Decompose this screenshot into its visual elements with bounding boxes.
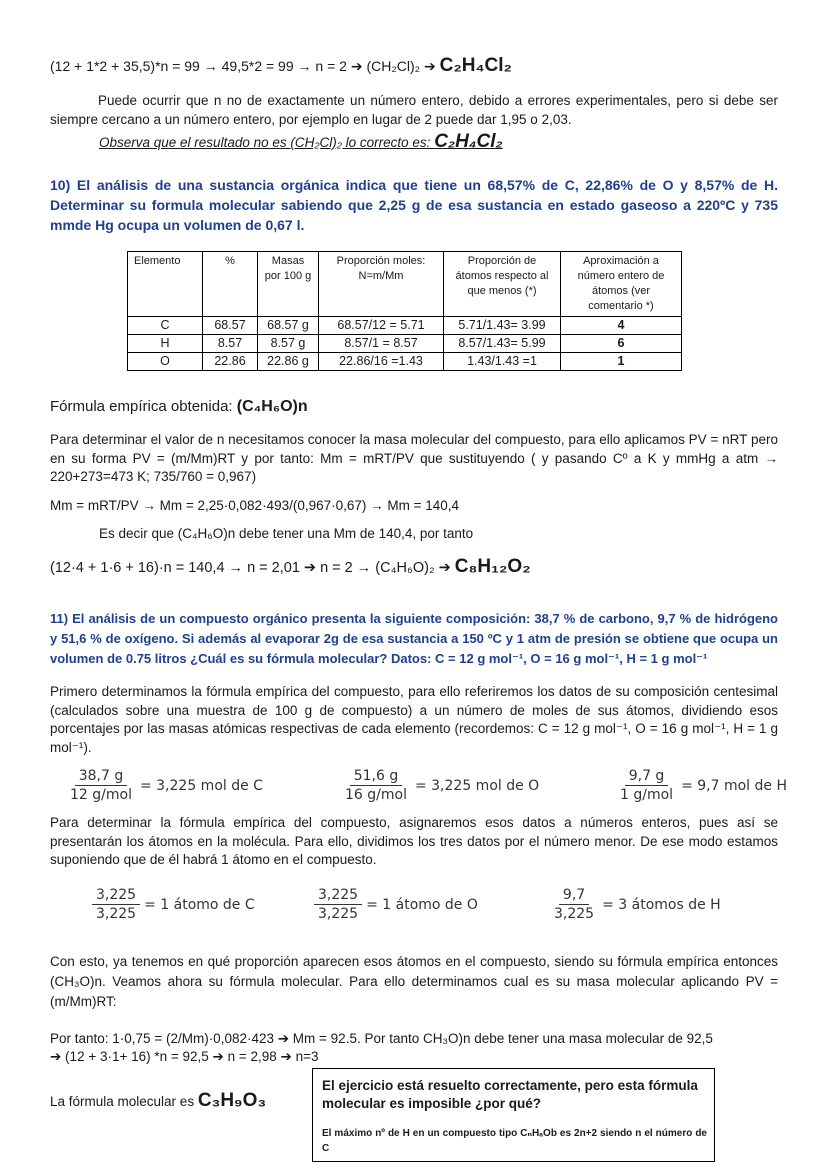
table-cell: 1.43/1.43 =1 <box>444 353 561 371</box>
fraction-denominator: 3,225 <box>96 906 137 922</box>
observe-formula: C₂H₄Cl₂ <box>434 131 503 152</box>
ex10-statement: 10) El análisis de una sustancia orgánica indica que tiene un 68,57% de C, 22,86% de O y 8,57% de H. Determinar su formula molecular sabiendo que 2,25 g de esa sustancia en estado gaseoso a 220ºC y 735 mmde Hg ocupa un volumen de 0,67 l. <box>50 177 778 233</box>
box-answer: El máximo nº de H en un compuesto tipo CₙHₐOb es 2n+2 siendo n el número de C <box>322 1128 707 1154</box>
fraction-numerator: 9,7 <box>559 887 589 905</box>
observe-text: Observa que el resultado no es (CH₂Cl)₂ lo correcto es: <box>99 135 435 150</box>
fraction-numerator: 9,7 g <box>625 768 669 786</box>
table-cell: 22.86/16 =1.43 <box>319 353 444 371</box>
table-cell: 8.57/1.43= 5.99 <box>444 335 561 353</box>
fraction-atom-h <box>550 887 721 922</box>
ex10-table <box>127 251 682 371</box>
fraction-denominator: 3,225 <box>318 906 359 922</box>
table-cell: 6 <box>561 335 682 353</box>
table-header-cell: Masas por 100 g <box>258 252 319 317</box>
table-cell: O <box>128 353 203 371</box>
table-header-row <box>128 252 682 317</box>
box-question: El ejercicio está resuelto correctamente, pero esta fórmula molecular es imposible ¿por qué? <box>322 1078 698 1111</box>
fraction-numerator: 3,225 <box>314 887 362 905</box>
fraction-result: = 3 átomos de H <box>602 896 721 913</box>
comment-box <box>312 1068 715 1162</box>
table-header-cell: % <box>203 252 258 317</box>
table-row <box>128 317 682 335</box>
fraction-result: = 3,225 mol de O <box>414 777 540 794</box>
table-header-cell: Elemento <box>128 252 203 317</box>
fraction-numerator: 38,7 g <box>75 768 128 786</box>
empirical-label: Fórmula empírica obtenida: <box>50 398 237 415</box>
molecular-line <box>50 1090 266 1112</box>
fraction-mol-h <box>616 768 787 803</box>
table-cell: 8.57/1 = 8.57 <box>319 335 444 353</box>
table-header-cell: Aproximación a número entero de átomos (ver comentario *) <box>561 252 682 317</box>
fraction-numerator: 51,6 g <box>350 768 403 786</box>
fraction-result: = 1 átomo de O <box>366 896 478 913</box>
calc-line-ch2cl <box>50 55 512 77</box>
fraction-denominator: 12 g/mol <box>70 787 132 803</box>
es-decir-line: Es decir que (C₄H₆O)n debe tener una Mm de 140,4, por tanto <box>99 526 474 541</box>
table-cell: 5.71/1.43= 3.99 <box>444 317 561 335</box>
table-cell: 4 <box>561 317 682 335</box>
fraction-result: = 1 átomo de C <box>144 896 255 913</box>
integers-paragraph: Para determinar la fórmula empírica del compuesto, asignaremos esos datos a números enteros, pues así se presentarán los átomos en la molécula. Para ello, dividimos los tres datos por el número menor. De ese modo estamos suponiendo que de él habrá 1 átomo en el compuesto. <box>50 815 778 867</box>
fraction-mol-c <box>66 768 263 803</box>
table-cell: 22.86 <box>203 353 258 371</box>
empirical-formula: (C₄H₆O)n <box>236 398 308 415</box>
fraction-denominator: 1 g/mol <box>620 787 674 803</box>
intro-paragraph: Primero determinamos la fórmula empírica del compuesto, para ello referiremos los datos de su composición centesimal (calculados sobre una muestra de 100 g de compuesto) a un número de moles de sus átomos, dividiendo esos porcentajes por las masas atómicas respectivas de cada elemento (recordemos: C = 12 g mol⁻¹, O = 16 g mol⁻¹, H = 1 g mol⁻¹). <box>50 684 778 755</box>
explain-paragraph: Para determinar el valor de n necesitamos conocer la masa molecular del compuesto, para ello aplicamos PV = nRT pero en su forma PV = (m/Mm)RT y por tanto: Mm = mRT/PV que sustituyendo ( y pasando Cº a K y mmHg a atm → 220+273=473 K; 735/760 = 0,967) <box>50 432 778 484</box>
table-row <box>128 353 682 371</box>
table-cell: 68.57 g <box>258 317 319 335</box>
fraction-result: = 3,225 mol de C <box>139 777 263 794</box>
molecular-label: La fórmula molecular es <box>50 1094 198 1109</box>
result-formula: C₂H₄Cl₂ <box>439 55 512 76</box>
calc-line-text: (12 + 1*2 + 35,5)*n = 99 → 49,5*2 = 99 → n = 2 ➔ (CH₂Cl)₂ ➔ <box>50 58 440 74</box>
table-cell: 1 <box>561 353 682 371</box>
fraction-result: = 9,7 mol de H <box>681 777 787 794</box>
fraction-denominator: 16 g/mol <box>345 787 407 803</box>
fraction-atom-c <box>92 887 255 922</box>
table-cell: 22.86 g <box>258 353 319 371</box>
table-cell: C <box>128 317 203 335</box>
table-header-cell: Proporción moles: N=m/Mm <box>319 252 444 317</box>
table-header-cell: Proporción de átomos respecto al que menos (*) <box>444 252 561 317</box>
fraction-mol-o <box>341 768 539 803</box>
table-cell: H <box>128 335 203 353</box>
final-line-text: (12·4 + 1·6 + 16)·n = 140,4 → n = 2,01 ➔ n = 2 → (C₄H₆O)₂ ➔ <box>50 560 455 576</box>
por-tanto-line-1: Por tanto: 1·0,75 = (2/Mm)·0,082·423 ➔ Mm = 92.5. Por tanto CH₃O)n debe tener una masa molecular de 92,5 <box>50 1031 713 1046</box>
table-row <box>128 335 682 353</box>
table-cell: 68.57 <box>203 317 258 335</box>
empirical-line <box>50 398 308 416</box>
proportion-paragraph: Con esto, ya tenemos en qué proporción aparecen esos átomos en el compuesto, siendo su fórmula empírica entonces (CH₃O)n. Veamos ahora su fórmula molecular. Para ello determinamos cual es su masa molecular aplicando PV = (m/Mm)RT: <box>50 954 778 1009</box>
mm-line: Mm = mRT/PV → Mm = 2,25·0,082·493/(0,967·0,67) → Mm = 140,4 <box>50 498 460 513</box>
table-cell: 68.57/12 = 5.71 <box>319 317 444 335</box>
fraction-denominator: 3,225 <box>554 906 595 922</box>
note-paragraph: Puede ocurrir que n no de exactamente un número entero, debido a errores experimentales, pero si debe ser siempre cercano a un número entero, por ejemplo en lugar de 2 puede dar 1,95 o 2,03. <box>50 93 778 127</box>
fraction-atom-o <box>314 887 478 922</box>
fraction-numerator: 3,225 <box>92 887 140 905</box>
final-formula: C₈H₁₂O₂ <box>454 556 531 577</box>
observe-line <box>99 131 503 153</box>
ex11-statement: 11) El análisis de un compuesto orgánico presenta la siguiente composición: 38,7 % de carbono, 9,7 % de hidrógeno y 51,6 % de oxígeno. Si además al evaporar 2g de esa sustancia a 150 ºC y 1 atm de presión se obtiene que ocupa un volumen de 0.75 litros ¿Cuál es su fórmula molecular? Datos: C = 12 g mol⁻¹, O = 16 g mol⁻¹, H = 1 g mol⁻¹ <box>50 611 778 666</box>
molecular-formula: C₃H₉O₃ <box>197 1090 267 1111</box>
por-tanto-line-2: ➔ (12 + 3·1+ 16) *n = 92,5 ➔ n = 2,98 ➔ n=3 <box>50 1049 319 1064</box>
final-line-ex10 <box>50 556 531 578</box>
table-cell: 8.57 g <box>258 335 319 353</box>
table-cell: 8.57 <box>203 335 258 353</box>
